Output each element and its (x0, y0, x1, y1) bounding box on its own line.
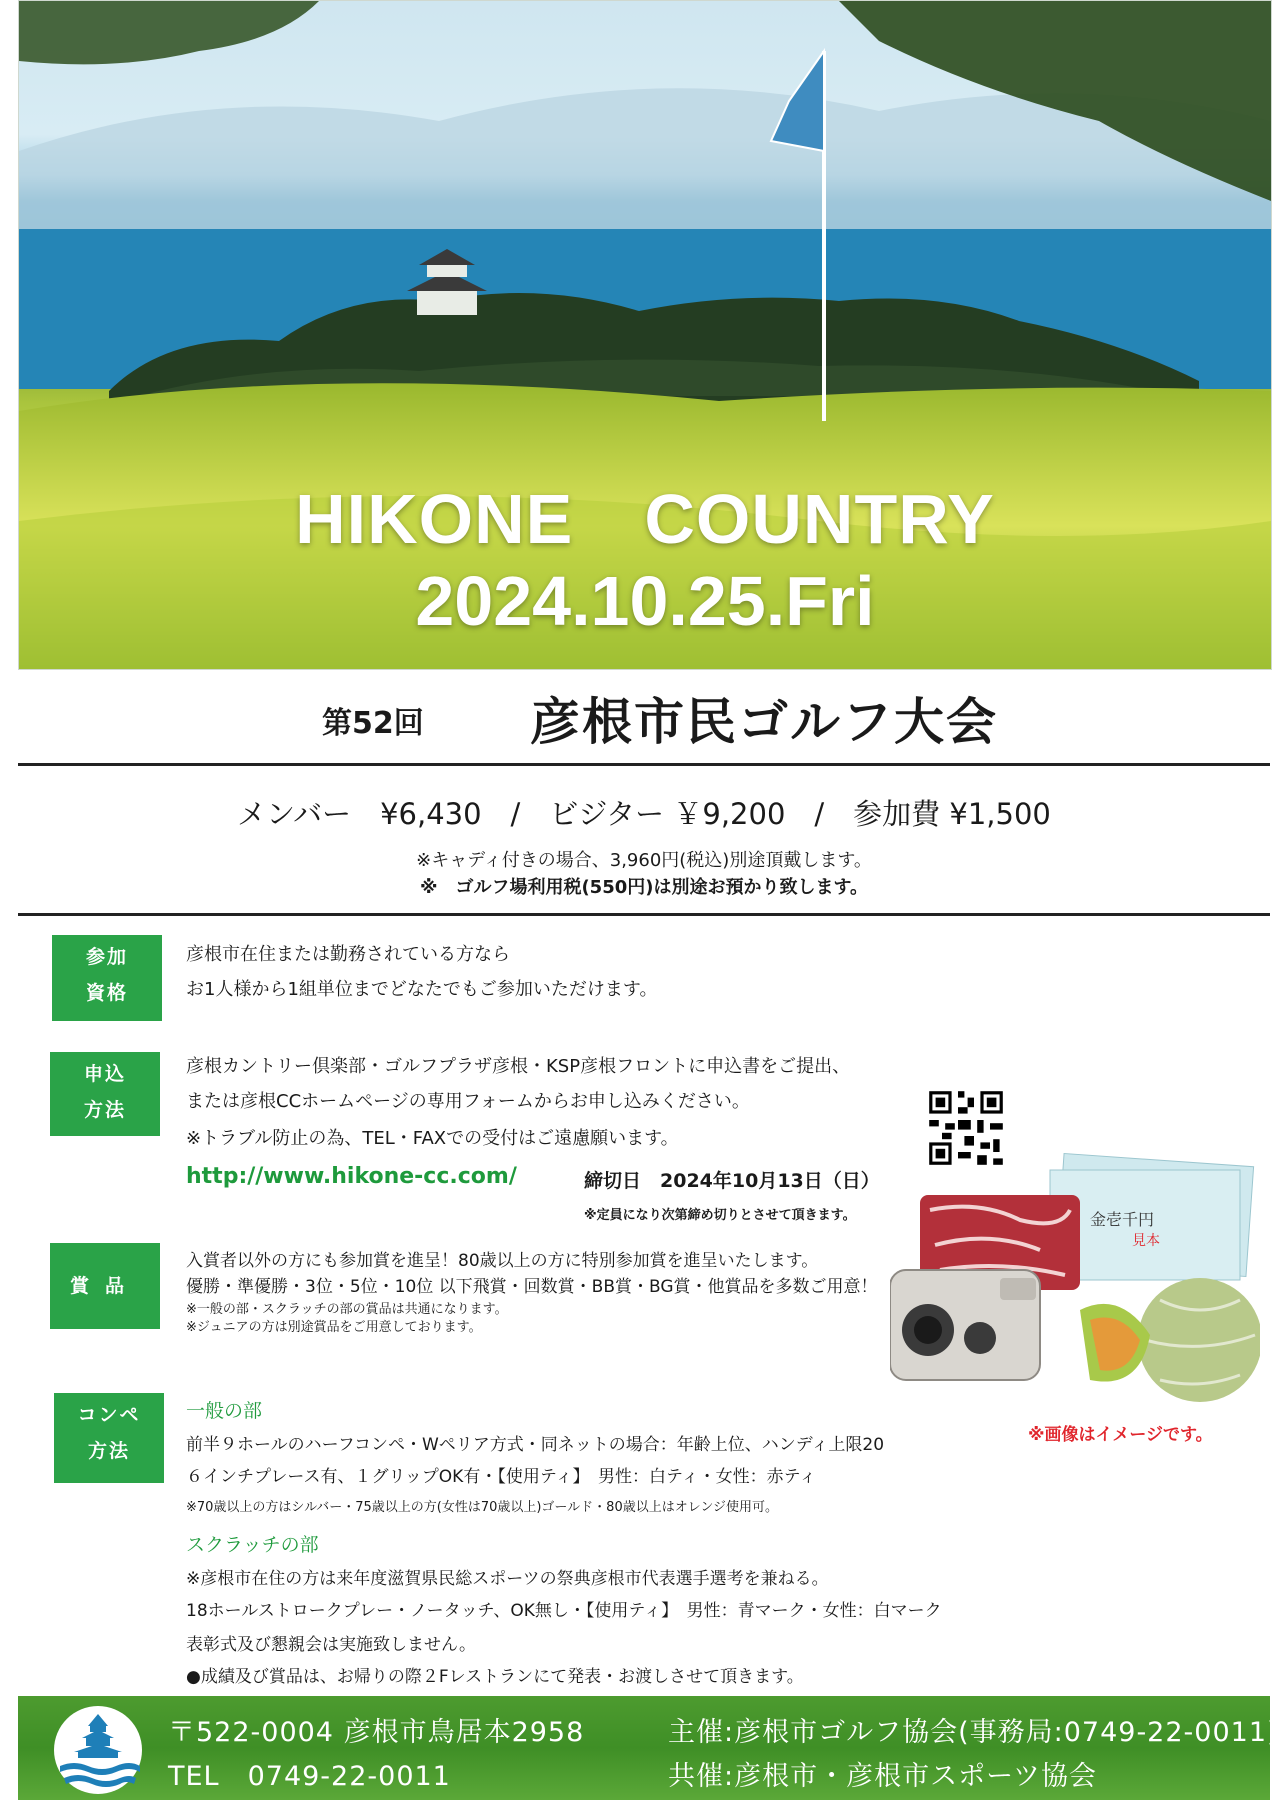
melon-icon (1080, 1278, 1260, 1402)
footer-organizer: 主催:彦根市ゴルフ協会(事務局:0749-22-0011) (668, 1717, 1279, 1748)
rangefinder-icon (890, 1270, 1040, 1380)
deadline-note: ※定員になり次第締め切りとさせて頂きます。 (584, 1208, 856, 1223)
prizes-note: ※ジュニアの方は別途賞品をご用意しております。 (186, 1320, 482, 1335)
competition-tag: コンペ 方法 (54, 1393, 164, 1483)
scratch-division-rule: 18ホールストロークプレー・ノータッチ、OK無し・【使用ティ】 男性：青マーク・女性：白マーク (186, 1601, 942, 1621)
caddie-note: ※キャディ付きの場合、3,960円(税込)別途頂戴します。 (416, 850, 872, 871)
application-text: ※トラブル防止の為、TEL・FAXでの受付はご遠慮願います。 (186, 1128, 679, 1149)
general-division-rule: ６インチプレース有、１グリップOK有・【使用ティ】 男性：白ティ・女性：赤ティ (186, 1467, 817, 1487)
footer-tel: TEL 0749-22-0011 (168, 1761, 451, 1792)
prizes-text: 入賞者以外の方にも参加賞を進呈！80歳以上の方に特別参加賞を進呈いたします。 (186, 1251, 819, 1271)
svg-text:金壱千円: 金壱千円 (1090, 1210, 1155, 1229)
divider (18, 763, 1270, 766)
deadline: 締切日 2024年10月13日（日） (584, 1170, 880, 1192)
application-text: または彦根CCホームページの専用フォームからお申し込みください。 (186, 1091, 750, 1112)
general-division-note: ※70歳以上の方はシルバー・75歳以上の方(女性は70歳以上)ゴールド・80歳以上はオレンジ使用可。 (186, 1500, 779, 1515)
prizes-image (890, 1150, 1260, 1410)
scratch-division-rule: ●成績及び賞品は、お帰りの際２Fレストランにて発表・お渡しさせて頂きます。 (186, 1667, 804, 1687)
gift-voucher-icon (1050, 1154, 1254, 1280)
footer (18, 1696, 1279, 1800)
application-text: 彦根カントリー倶楽部・ゴルフプラザ彦根・KSP彦根フロントに申込書をご提出、 (186, 1056, 851, 1077)
general-division-rule: 前半９ホールのハーフコンペ・Wペリア方式・同ネットの場合：年齢上位、ハンディ上限20 (186, 1435, 885, 1455)
fee-line: メンバー ¥6,430 / ビジター ￥9,200 / 参加費 ¥1,500 (237, 797, 1051, 831)
divider (18, 913, 1270, 916)
footer-address: 〒522-0004 彦根市鳥居本2958 (168, 1717, 585, 1748)
website-link[interactable]: http://www.hikone-cc.com/ (186, 1164, 517, 1189)
event-edition: 第52回 (322, 706, 424, 741)
prizes-tag: 賞品 (50, 1243, 160, 1329)
footer-cosponsor: 共催:彦根市・彦根市スポーツ協会 (668, 1761, 1098, 1792)
hero-image (18, 0, 1272, 670)
application-tag: 申込 方法 (50, 1052, 160, 1136)
hero-title-date: 2024.10.25.Fri (415, 562, 875, 640)
scratch-division-rule: ※彦根市在住の方は来年度滋賀県民総スポーツの祭典彦根市代表選手選考を兼ねる。 (186, 1569, 829, 1589)
event-name: 彦根市民ゴルフ大会 (530, 693, 998, 751)
eligibility-text: 彦根市在住または勤務されている方なら (186, 944, 510, 965)
prizes-text: 優勝・準優勝・3位・5位・10位 以下飛賞・回数賞・BB賞・BG賞・他賞品を多数ご用意！ (186, 1277, 878, 1297)
svg-text:見本: 見本 (1132, 1233, 1160, 1249)
hero-title-venue: HIKONE COUNTRY (295, 480, 995, 558)
prizes-note: ※一般の部・スクラッチの部の賞品は共通になります。 (186, 1302, 508, 1317)
event-title (0, 678, 1288, 751)
image-caption: ※画像はイメージです。 (1028, 1425, 1213, 1445)
general-division-heading: 一般の部 (186, 1400, 263, 1422)
scratch-division-heading: スクラッチの部 (186, 1534, 319, 1556)
scratch-division-rule: 表彰式及び懇親会は実施致しません。 (186, 1635, 477, 1655)
association-logo-icon (50, 1704, 146, 1796)
tax-note: ※ ゴルフ場利用税(550円)は別途お預かり致します。 (419, 877, 869, 898)
eligibility-tag: 参加 資格 (52, 935, 162, 1021)
eligibility-text: お1人様から1組単位までどなたでもご参加いただけます。 (186, 979, 658, 1000)
